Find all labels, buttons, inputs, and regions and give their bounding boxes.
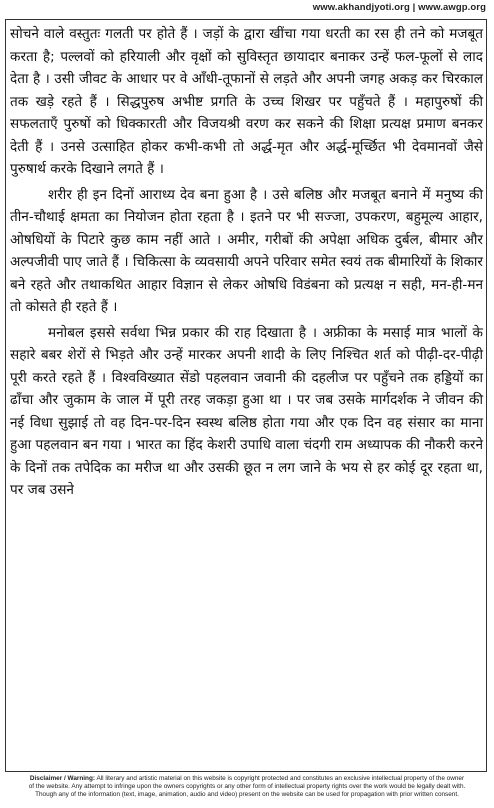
page-header [0,0,494,18]
paragraph-3: मनोबल इससे सर्वथा भिन्न प्रकार की राह दिखाता है । अफ्रीका के मसाई मात्र भालों के सहारे बबर शेरों से भिड़ते और उन्हें मारकर अपनी शादी के लिए निश्चित शर्त को पीढ़ी-दर-पीढ़ी पूरी करते रहते हैं । विश्वविख्यात सेंडो पहलवान जवानी की दहलीज पर पहुँचने तक हड्डियों का ढाँचा और जुकाम के जाल में पूरी तरह जकड़ा हुआ था । पर जब उसके मार्गदर्शक ने जीवन की नई विधा सुझाई तो वह दिन-पर-दिन स्वस्थ बलिष्ठ होता गया और एक दिन वह संसार का माना हुआ पहलवान बन गया । भारत का हिंद केशरी उपाधि वाला चंदगी राम अध्यापक की नौकरी करने के दिनों तक तपेदिक का मरीज था और उसकी छूत न लग जाने के भय से हर कोई दूर रहता था, पर जब उसने [10,324,483,498]
paragraph-2: शरीर ही इन दिनों आराध्य देव बना हुआ है । उसे बलिष्ठ और मजबूत बनाने में मनुष्य की तीन-चौथाई क्षमता का नियोजन होता रहता है । इतने पर भी सज्जा, उपकरण, बहुमूल्य आहार, ओषधियों के पिटारे कुछ काम नहीं आते । अमीर, गरीबों की अपेक्षा अधिक दुर्बल, बीमार और अल्पजीवी पाए जाते हैं । चिकित्सा के व्यवसायी अपने परिवार समेत स्वयं तक बीमारियों के शिकार बने रहते और तथाकथित आहार विज्ञान से लेकर ओषधि विडंबना को प्रत्यक्ष न सही, मन-ही-मन तो कोसते ही रहते हैं । [10,186,483,315]
disclaimer-label: Disclaimer / Warning: [29,775,95,782]
site-links[interactable]: www.akhandjyoti.org | www.awgp.org [312,2,486,13]
article-body [10,23,483,502]
disclaimer-line-1 [6,775,488,783]
disclaimer-text-1: All literary and artistic material on this website is copyright protected and constitutes an exclusive intellectual property of the owner [96,775,465,782]
disclaimer [6,775,488,799]
disclaimer-line-3: Though any of the information (text, image, animation, audio and video) present on the website can be used for propagation with prior written consent. [35,791,459,798]
disclaimer-line-2: of the website. Any attempt to infringe upon the owners copyrights or any other form of intellectual property rights over the work would be legally dealt with. [28,783,466,790]
paragraph-1: सोचने वाले वस्तुतः गलती पर होते हैं । जड़ों के द्वारा खींचा गया धरती का रस ही तने को मजबूत करता है; पल्लवों को हरियाली और वृक्षों को सुविस्तृत छायादार बनाकर उन्हें फल-फूलों से लाद देता है । उसी जीवट के आधार पर वे आँधी-तूफानों से लड़ते और अपनी जगह अकड़ कर चिरकाल तक खड़े रहते हैं । सिद्धपुरुष अभीष्ट प्रगति के उच्च शिखर पर पहुँचते हैं । महापुरुषों की सफलताएँ पुरुषों को धिक्कारती और विजयश्री वरण कर सकने की शिक्षा प्रत्यक्ष प्रमाण बनकर देती हैं । उनसे उत्साहित होकर कभी-कभी तो अर्द्ध-मृत और अर्द्ध-मूर्च्छित भी देवमानवों जैसे पुरुषार्थ करके दिखाने लगते हैं । [10,26,483,177]
